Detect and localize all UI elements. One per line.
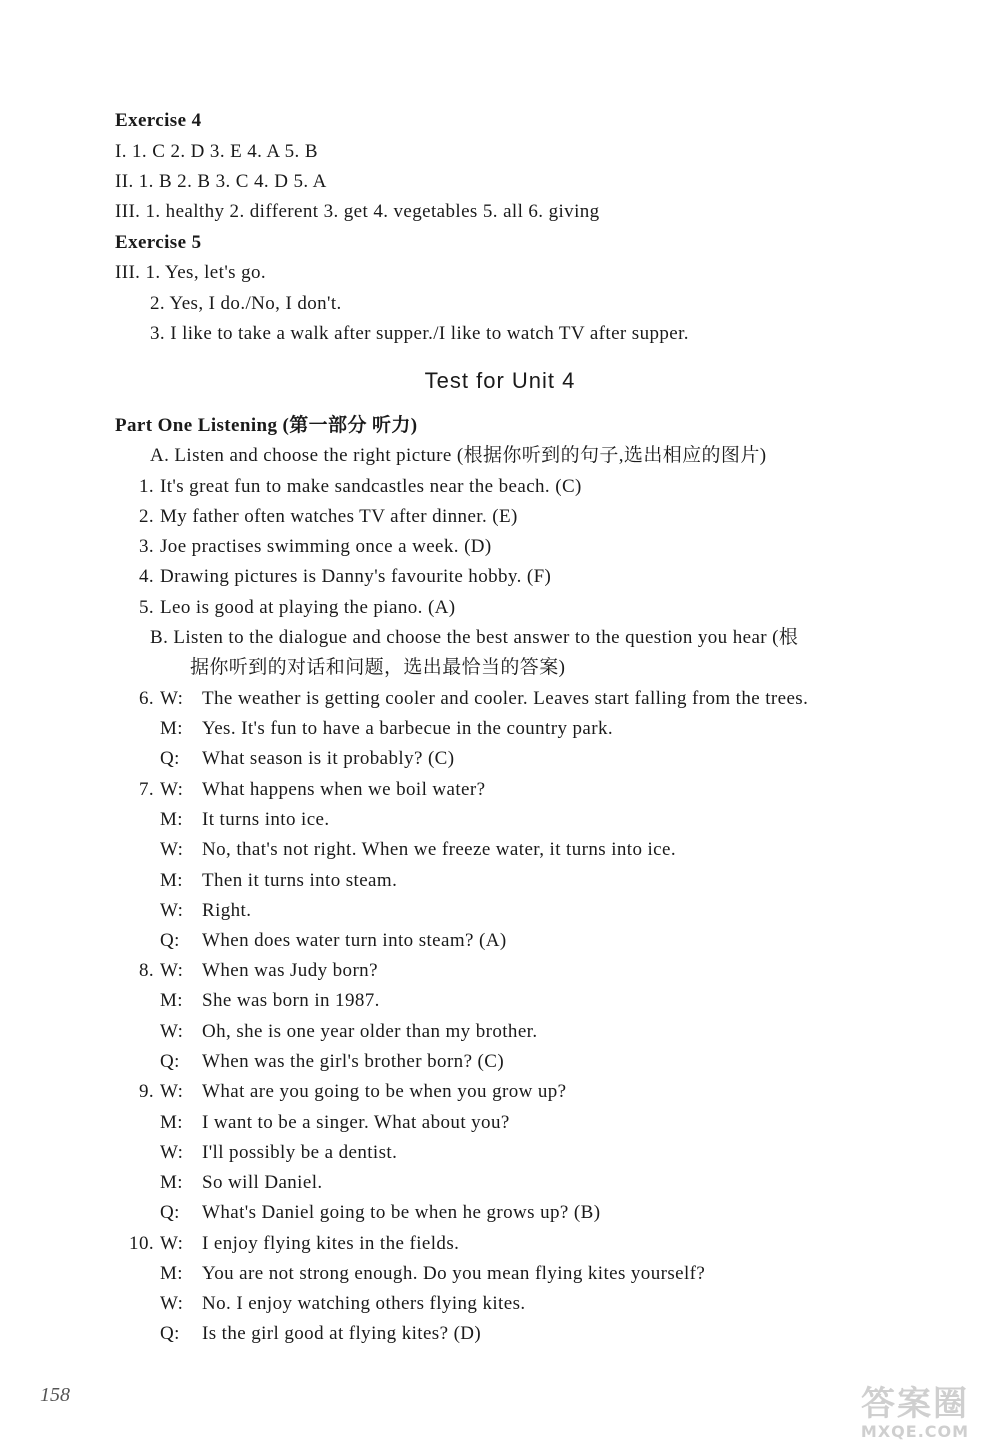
dialogue-line xyxy=(118,1081,567,1103)
dialogue-text: I want to be a singer. What about you? xyxy=(202,1112,510,1133)
exercise5-line-2: 2. Yes, I do./No, I don't. xyxy=(150,293,342,314)
speaker-label: W: xyxy=(160,900,184,921)
dialogue-text: So will Daniel. xyxy=(202,1172,323,1193)
speaker-label: M: xyxy=(160,809,183,830)
dialogue-line xyxy=(160,1293,526,1315)
item-number: 1. xyxy=(138,476,154,497)
exercise5-line-3: 3. I like to take a walk after supper./I like to watch TV after supper. xyxy=(150,323,689,344)
dialogue-line xyxy=(160,990,380,1012)
section-a-instruction: A. Listen and choose the right picture (根据你听到的句子,选出相应的图片) xyxy=(150,445,767,466)
item-text: Joe practises swimming once a week. (D) xyxy=(160,536,492,557)
dialogue-text: What happens when we boil water? xyxy=(202,779,486,800)
item-number: 2. xyxy=(138,506,154,527)
dialogue-line xyxy=(160,1172,323,1194)
dialogue-text: What are you going to be when you grow up? xyxy=(202,1081,567,1102)
dialogue-line xyxy=(160,930,507,952)
item-number: 6. xyxy=(138,688,154,709)
item-number: 5. xyxy=(138,597,154,618)
part-one-heading: Part One Listening (第一部分 听力) xyxy=(115,415,418,436)
dialogue-line xyxy=(160,900,251,922)
exercise5-heading: Exercise 5 xyxy=(115,232,202,253)
speaker-label: M: xyxy=(160,718,183,739)
dialogue-line xyxy=(160,1142,397,1164)
dialogue-text: It turns into ice. xyxy=(202,809,330,830)
item-text: Drawing pictures is Danny's favourite hobby. (F) xyxy=(160,566,552,587)
speaker-label: M: xyxy=(160,1112,183,1133)
item-number: 4. xyxy=(138,566,154,587)
list-item xyxy=(118,506,518,528)
speaker-label: W: xyxy=(160,688,184,709)
dialogue-text: She was born in 1987. xyxy=(202,990,380,1011)
speaker-label: M: xyxy=(160,1263,183,1284)
watermark-top: 答案圈 xyxy=(861,1384,969,1424)
dialogue-text: When was Judy born? xyxy=(202,960,378,981)
speaker-label: Q: xyxy=(160,1202,180,1223)
dialogue-line xyxy=(160,748,454,770)
dialogue-line xyxy=(118,688,808,710)
speaker-label: W: xyxy=(160,1021,184,1042)
watermark-bottom: MXQE.COM xyxy=(860,1422,970,1441)
exercise4-line-3: III. 1. healthy 2. different 3. get 4. vegetables 5. all 6. giving xyxy=(115,201,600,222)
item-text: My father often watches TV after dinner. (E) xyxy=(160,506,518,527)
exercise4-line-1: I. 1. C 2. D 3. E 4. A 5. B xyxy=(115,141,318,162)
test-title: Test for Unit 4 xyxy=(424,368,576,393)
speaker-label: M: xyxy=(160,1172,183,1193)
dialogue-line xyxy=(160,839,676,861)
item-number: 3. xyxy=(138,536,154,557)
speaker-label: Q: xyxy=(160,1323,180,1344)
dialogue-line xyxy=(160,1021,538,1043)
dialogue-line xyxy=(160,1202,600,1224)
dialogue-line xyxy=(118,779,485,801)
dialogue-text: When does water turn into steam? (A) xyxy=(202,930,507,951)
dialogue-text: What season is it probably? (C) xyxy=(202,748,455,769)
speaker-label: W: xyxy=(160,1081,184,1102)
dialogue-line xyxy=(160,1323,481,1345)
speaker-label: W: xyxy=(160,1293,184,1314)
item-number: 10. xyxy=(129,1233,154,1254)
dialogue-text: You are not strong enough. Do you mean flying kites yourself? xyxy=(202,1263,706,1284)
exercise5-line-1: III. 1. Yes, let's go. xyxy=(115,262,267,283)
speaker-label: W: xyxy=(160,960,184,981)
item-number: 9. xyxy=(138,1081,154,1102)
speaker-label: Q: xyxy=(160,748,180,769)
exercise4-line-2: II. 1. B 2. B 3. C 4. D 5. A xyxy=(115,171,327,192)
item-text: Leo is good at playing the piano. (A) xyxy=(160,597,456,618)
dialogue-line xyxy=(160,809,330,831)
dialogue-line xyxy=(118,1233,459,1255)
dialogue-text: When was the girl's brother born? (C) xyxy=(202,1051,505,1072)
speaker-label: W: xyxy=(160,1142,184,1163)
speaker-label: Q: xyxy=(160,1051,180,1072)
dialogue-text: Right. xyxy=(202,900,252,921)
speaker-label: M: xyxy=(160,990,183,1011)
item-text: It's great fun to make sandcastles near the beach. (C) xyxy=(160,476,582,497)
dialogue-line xyxy=(160,1112,510,1134)
dialogue-text: I'll possibly be a dentist. xyxy=(202,1142,398,1163)
speaker-label: W: xyxy=(160,839,184,860)
speaker-label: Q: xyxy=(160,930,180,951)
dialogue-line xyxy=(160,718,613,740)
dialogue-text: No. I enjoy watching others flying kites. xyxy=(202,1293,526,1314)
dialogue-text: Yes. It's fun to have a barbecue in the country park. xyxy=(202,718,614,739)
item-number: 8. xyxy=(138,960,154,981)
dialogue-text: What's Daniel going to be when he grows up? (B) xyxy=(202,1202,601,1223)
list-item xyxy=(118,536,492,558)
list-item xyxy=(118,476,582,498)
dialogue-text: The weather is getting cooler and cooler. Leaves start falling from the trees. xyxy=(202,688,809,709)
dialogue-line xyxy=(160,1263,705,1285)
dialogue-line xyxy=(160,870,397,892)
dialogue-text: Then it turns into steam. xyxy=(202,870,398,891)
dialogue-line xyxy=(160,1051,504,1073)
list-item xyxy=(118,566,551,588)
watermark-logo xyxy=(840,1386,990,1446)
dialogue-text: I enjoy flying kites in the fields. xyxy=(202,1233,460,1254)
section-b-instruction-cont: 据你听到的对话和问题，选出最恰当的答案) xyxy=(190,657,566,678)
section-b-instruction: B. Listen to the dialogue and choose the best answer to the question you hear (根 xyxy=(150,627,799,648)
exercise4-heading: Exercise 4 xyxy=(115,110,202,131)
dialogue-text: Is the girl good at flying kites? (D) xyxy=(202,1323,482,1344)
dialogue-line xyxy=(118,960,378,982)
page-number: 158 xyxy=(40,1384,70,1406)
dialogue-text: Oh, she is one year older than my brother. xyxy=(202,1021,538,1042)
list-item xyxy=(118,597,456,619)
item-number: 7. xyxy=(138,779,154,800)
speaker-label: W: xyxy=(160,779,184,800)
speaker-label: M: xyxy=(160,870,183,891)
speaker-label: W: xyxy=(160,1233,184,1254)
dialogue-text: No, that's not right. When we freeze water, it turns into ice. xyxy=(202,839,676,860)
